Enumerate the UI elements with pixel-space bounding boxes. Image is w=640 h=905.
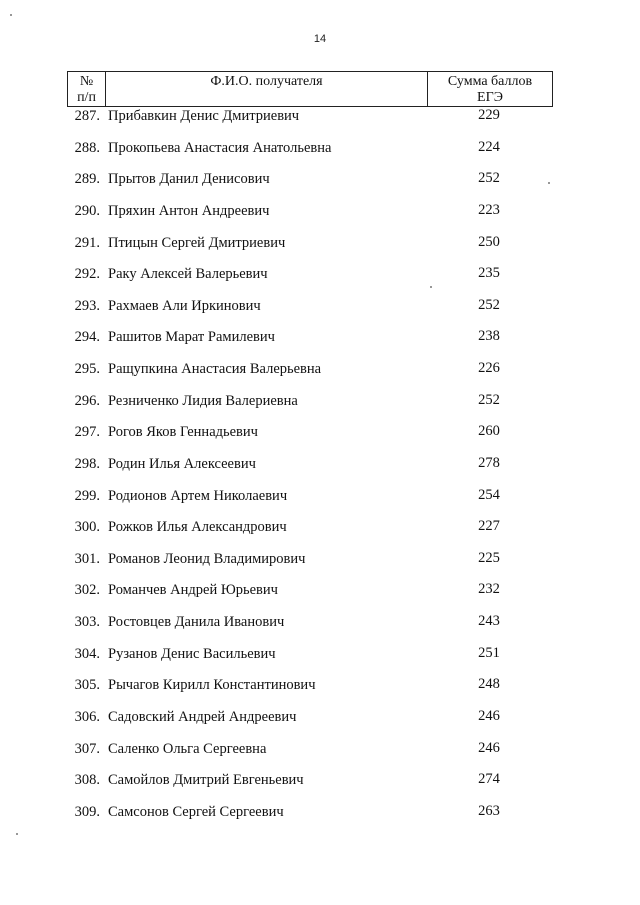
scan-speck xyxy=(548,182,550,184)
exam-score: 227 xyxy=(478,518,500,535)
row-number: 298. xyxy=(74,455,100,472)
row-number: 297. xyxy=(74,424,100,441)
table-row xyxy=(0,518,640,550)
recipient-name: Рожков Илья Александрович xyxy=(108,519,287,536)
exam-score: 246 xyxy=(478,707,500,724)
recipient-name: Ращупкина Анастасия Валерьевна xyxy=(108,361,322,377)
table-row xyxy=(0,139,640,171)
exam-score: 274 xyxy=(478,771,500,788)
scan-speck xyxy=(10,14,12,16)
table-row xyxy=(0,328,640,360)
exam-score: 232 xyxy=(478,581,500,598)
exam-score: 248 xyxy=(478,676,500,693)
exam-score: 225 xyxy=(478,549,500,566)
recipient-name: Самойлов Дмитрий Евгеньевич xyxy=(108,772,304,789)
recipient-name: Ростовцев Данила Иванович xyxy=(108,614,285,630)
row-number: 292. xyxy=(74,266,100,283)
header-name-column xyxy=(106,72,428,106)
scan-speck xyxy=(430,286,432,288)
recipient-name: Прытов Данил Денисович xyxy=(108,171,270,188)
recipient-name: Птицын Сергей Дмитриевич xyxy=(108,234,286,251)
recipient-list xyxy=(0,107,640,834)
recipient-name: Пряхин Антон Андреевич xyxy=(108,202,270,219)
recipient-name: Прибавкин Денис Дмитриевич xyxy=(108,108,300,124)
row-number: 307. xyxy=(74,740,100,757)
row-number: 299. xyxy=(74,487,100,504)
row-number: 300. xyxy=(74,519,100,536)
exam-score: 243 xyxy=(478,613,500,629)
scan-speck xyxy=(16,833,18,835)
table-row xyxy=(0,676,640,708)
row-number: 306. xyxy=(74,708,100,725)
exam-score: 224 xyxy=(478,138,500,155)
table-row xyxy=(0,771,640,803)
exam-score: 250 xyxy=(478,233,500,250)
table-row xyxy=(0,234,640,266)
table-row xyxy=(0,107,640,139)
header-score-label: Сумма баллов xyxy=(447,74,533,89)
recipient-name: Романов Леонид Владимирович xyxy=(108,550,306,567)
exam-score: 252 xyxy=(478,296,500,313)
row-number: 304. xyxy=(74,645,100,662)
recipient-name: Рузанов Денис Васильевич xyxy=(108,645,276,662)
table-row xyxy=(0,708,640,740)
table-header xyxy=(67,71,553,107)
exam-score: 254 xyxy=(478,486,500,503)
recipient-name: Родионов Артем Николаевич xyxy=(108,487,288,504)
row-number: 301. xyxy=(74,550,100,567)
row-number: 293. xyxy=(74,297,100,314)
exam-score: 252 xyxy=(478,170,500,187)
recipient-name: Рогов Яков Геннадьевич xyxy=(108,424,258,441)
exam-score: 251 xyxy=(478,644,500,661)
table-row xyxy=(0,487,640,519)
row-number: 294. xyxy=(74,329,100,346)
table-row xyxy=(0,170,640,202)
exam-score: 226 xyxy=(478,360,500,376)
table-row xyxy=(0,202,640,234)
exam-score: 229 xyxy=(478,107,500,123)
table-row xyxy=(0,613,640,645)
recipient-name: Резниченко Лидия Валериевна xyxy=(108,392,298,409)
exam-score: 260 xyxy=(478,423,500,440)
recipient-name: Прокопьева Анастасия Анатольевна xyxy=(108,139,332,156)
recipient-name: Романчев Андрей Юрьевич xyxy=(108,582,278,599)
row-number: 288. xyxy=(74,139,100,156)
header-score-sublabel: ЕГЭ xyxy=(477,90,503,105)
row-number: 295. xyxy=(74,361,100,377)
exam-score: 263 xyxy=(478,802,500,819)
table-row xyxy=(0,455,640,487)
header-number-sublabel: п/п xyxy=(77,90,96,105)
recipient-name: Родин Илья Алексеевич xyxy=(108,455,256,472)
exam-score: 278 xyxy=(478,454,500,471)
row-number: 289. xyxy=(74,171,100,188)
header-score-column xyxy=(428,72,552,106)
page-number: 14 xyxy=(313,33,327,45)
table-row xyxy=(0,645,640,677)
header-number-label: № xyxy=(79,74,94,89)
row-number: 302. xyxy=(74,582,100,599)
row-number: 303. xyxy=(74,614,100,630)
header-name-label: Ф.И.О. получателя xyxy=(210,74,323,89)
recipient-name: Садовский Андрей Андреевич xyxy=(108,708,297,725)
table-row xyxy=(0,423,640,455)
row-number: 290. xyxy=(74,202,100,219)
exam-score: 252 xyxy=(478,391,500,408)
table-row xyxy=(0,803,640,835)
table-row xyxy=(0,581,640,613)
row-number: 308. xyxy=(74,772,100,789)
table-row xyxy=(0,550,640,582)
recipient-name: Рычагов Кирилл Константинович xyxy=(108,677,316,694)
exam-score: 223 xyxy=(478,201,500,218)
row-number: 309. xyxy=(74,803,100,820)
exam-score: 235 xyxy=(478,265,500,282)
recipient-name: Саленко Ольга Сергеевна xyxy=(108,740,267,757)
row-number: 305. xyxy=(74,677,100,694)
header-number-column xyxy=(68,72,106,106)
row-number: 287. xyxy=(74,108,100,124)
recipient-name: Раку Алексей Валерьевич xyxy=(108,266,268,283)
exam-score: 238 xyxy=(478,328,500,345)
table-row xyxy=(0,392,640,424)
table-row xyxy=(0,740,640,772)
table-row xyxy=(0,360,640,392)
row-number: 291. xyxy=(74,234,100,251)
recipient-name: Рахмаев Али Иркинович xyxy=(108,297,261,314)
table-row xyxy=(0,297,640,329)
row-number: 296. xyxy=(74,392,100,409)
recipient-name: Рашитов Марат Рамилевич xyxy=(108,329,275,346)
exam-score: 246 xyxy=(478,739,500,756)
table-row xyxy=(0,265,640,297)
recipient-name: Самсонов Сергей Сергеевич xyxy=(108,803,284,820)
